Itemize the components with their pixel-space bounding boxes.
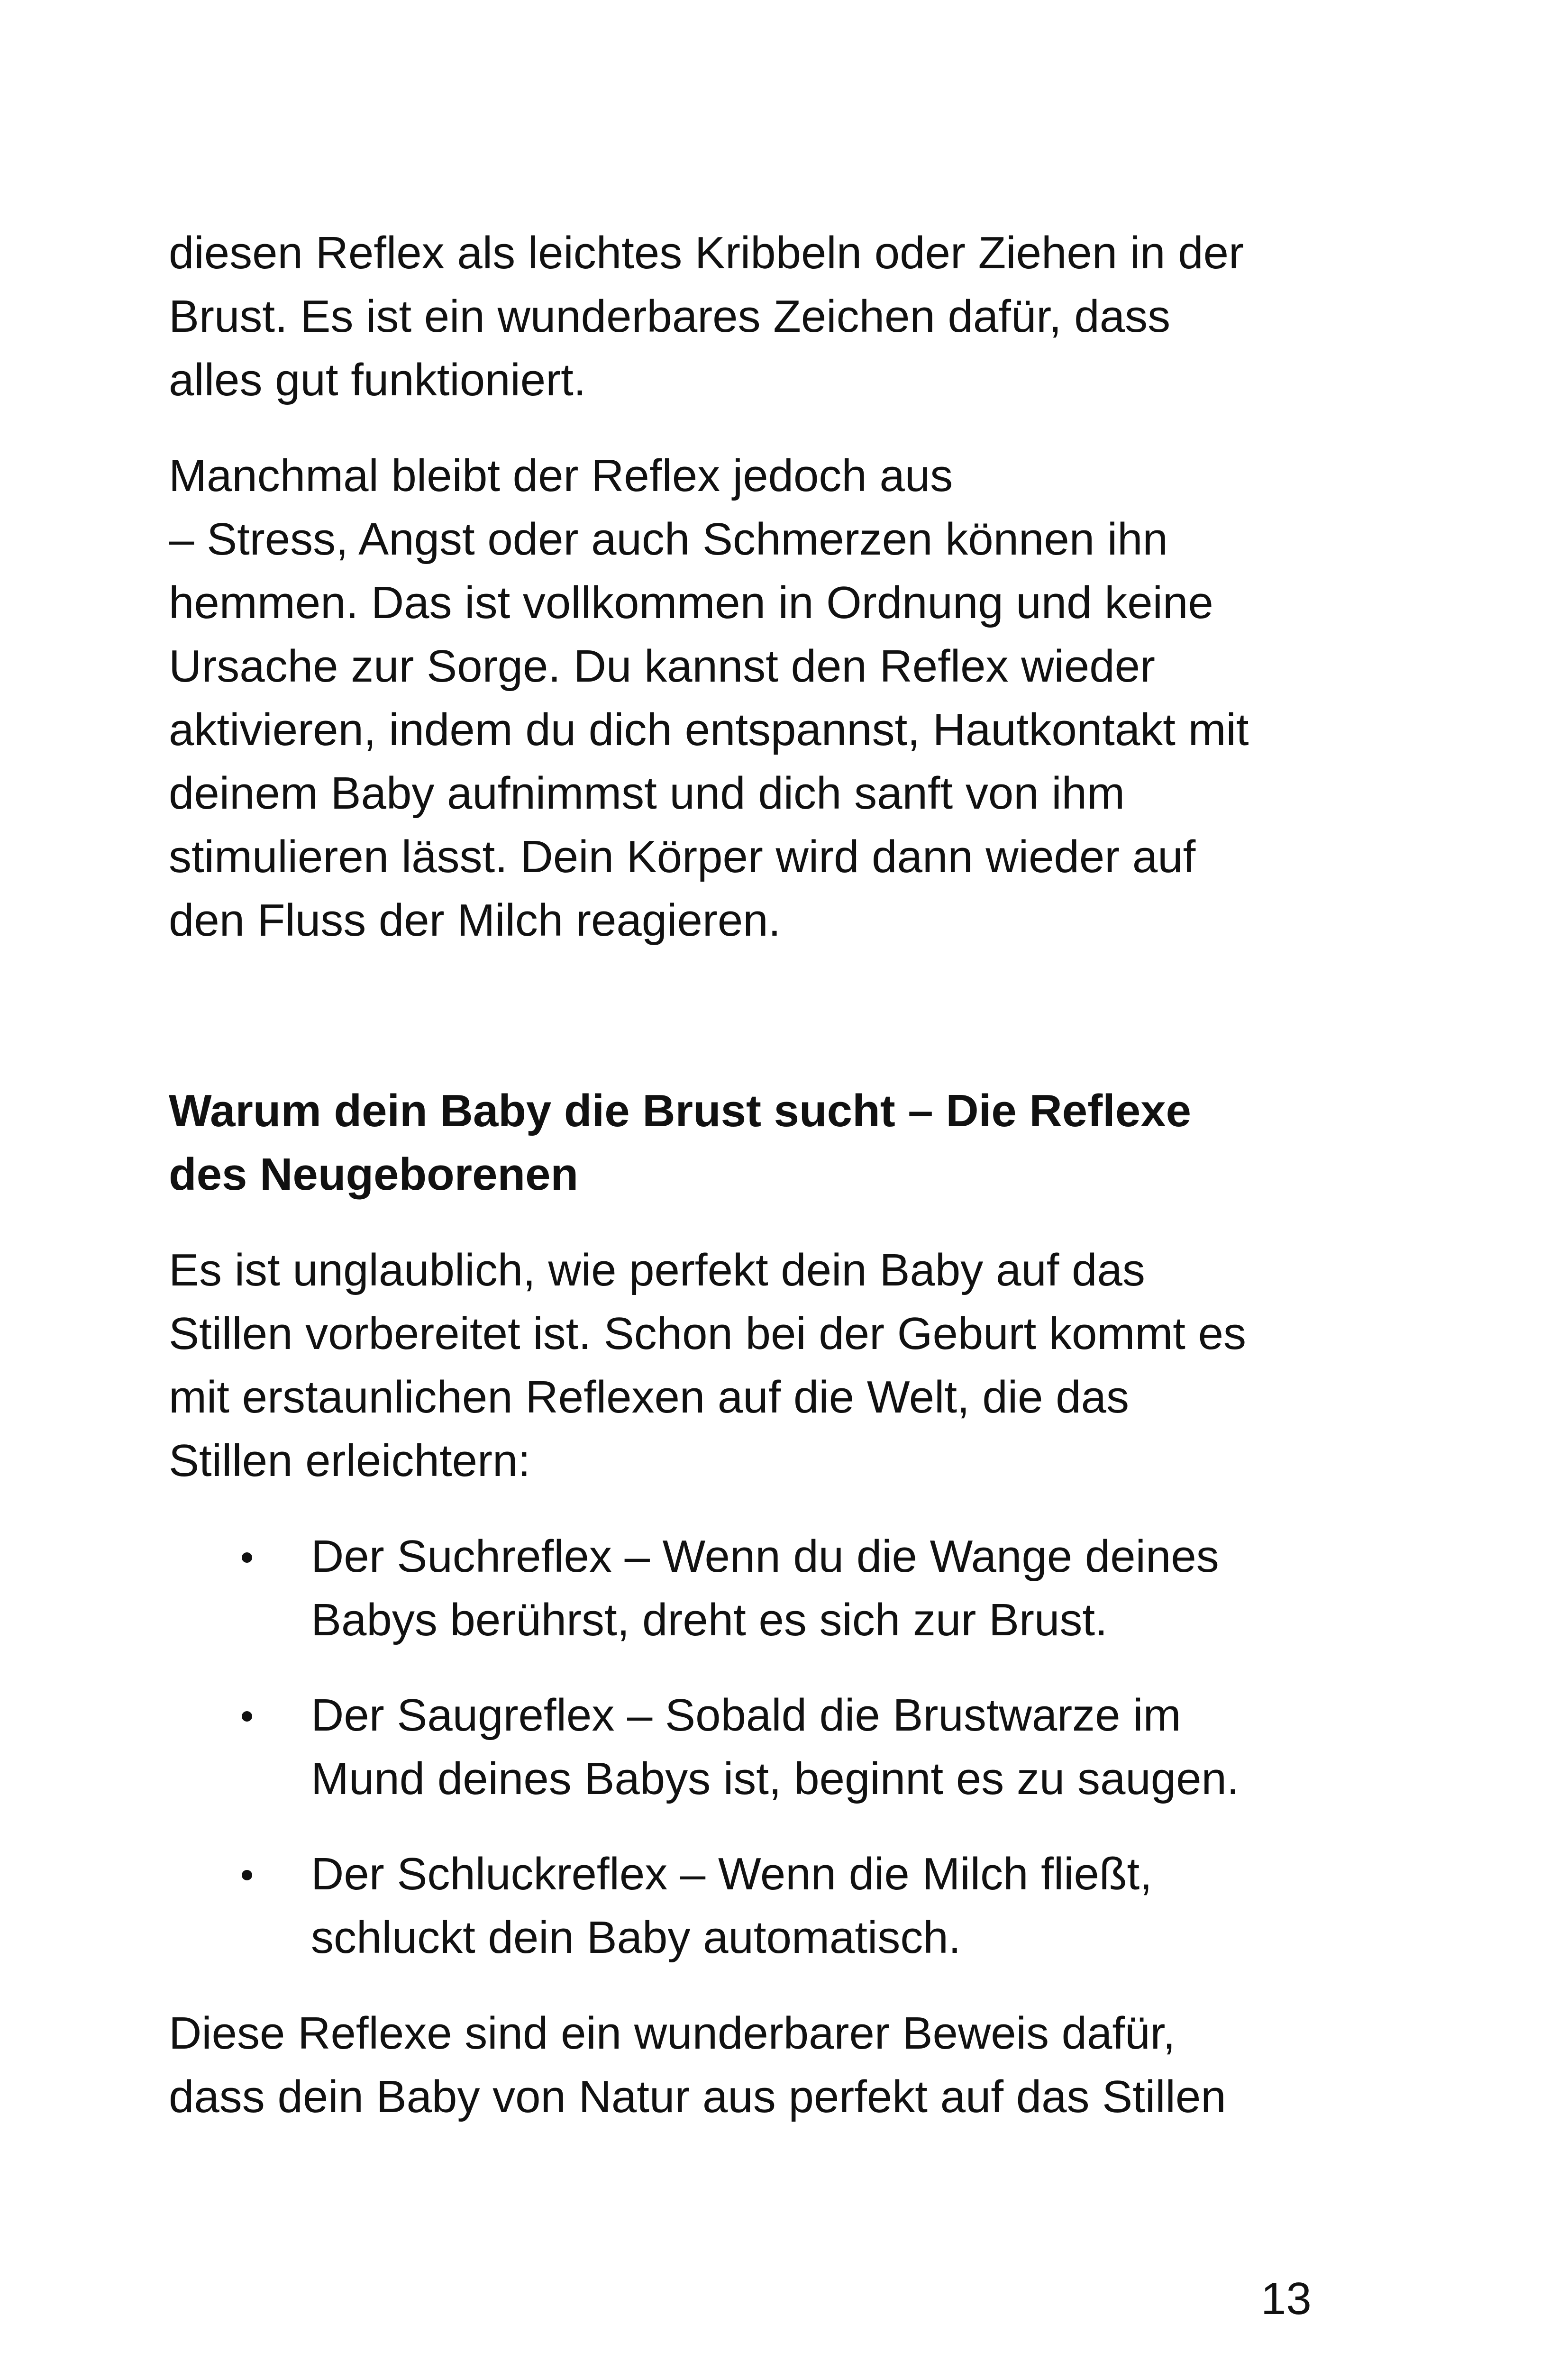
text-line: Brust. Es ist ein wunderbares Zeichen dafür, dass (169, 291, 1171, 342)
text-line: dass dein Baby von Natur aus perfekt auf das Stillen (169, 2071, 1226, 2122)
text-line: Manchmal bleibt der Reflex jedoch aus (169, 450, 953, 501)
text-line: Es ist unglaublich, wie perfekt dein Baby auf das (169, 1245, 1145, 1295)
list-item-line: Babys berührst, dreht es sich zur Brust. (311, 1595, 1108, 1645)
text-line: Ursache zur Sorge. Du kannst den Reflex wieder (169, 641, 1156, 692)
list-item-line: Der Saugreflex – Sobald die Brustwarze im (311, 1690, 1181, 1741)
list-item-line: Der Schluckreflex – Wenn die Milch fließt, (311, 1849, 1152, 1899)
text-line: stimulieren lässt. Dein Körper wird dann wieder auf (169, 831, 1196, 882)
list-item-line: schluckt dein Baby automatisch. (311, 1912, 961, 1963)
bullet-icon (242, 1870, 252, 1880)
text-line: Stillen vorbereitet ist. Schon bei der Geburt kommt es (169, 1308, 1247, 1359)
list-item-line: Mund deines Babys ist, beginnt es zu saugen. (311, 1753, 1240, 1804)
heading-line: Warum dein Baby die Brust sucht – Die Reflexe (169, 1085, 1191, 1136)
list-item-line: Der Suchreflex – Wenn du die Wange deines (311, 1531, 1219, 1582)
text-line: diesen Reflex als leichtes Kribbeln oder Ziehen in der (169, 228, 1244, 278)
bullet-icon (242, 1552, 252, 1563)
text-line: den Fluss der Milch reagieren. (169, 895, 781, 946)
text-line: Stillen erleichtern: (169, 1435, 531, 1486)
text-line: hemmen. Das ist vollkommen in Ordnung und keine (169, 577, 1213, 628)
bullet-icon (242, 1711, 252, 1722)
page-number: 13 (1261, 2273, 1312, 2324)
text-line: deinem Baby aufnimmst und dich sanft von ihm (169, 768, 1125, 819)
text-line: aktivieren, indem du dich entspannst, Hautkontakt mit (169, 704, 1249, 755)
text-line: mit erstaunlichen Reflexen auf die Welt, die das (169, 1372, 1129, 1422)
text-line: Diese Reflexe sind ein wunderbarer Beweis dafür, (169, 2008, 1176, 2059)
text-line: alles gut funktioniert. (169, 355, 586, 405)
text-line: – Stress, Angst oder auch Schmerzen können ihn (169, 514, 1168, 565)
heading-line: des Neugeborenen (169, 1149, 579, 1200)
